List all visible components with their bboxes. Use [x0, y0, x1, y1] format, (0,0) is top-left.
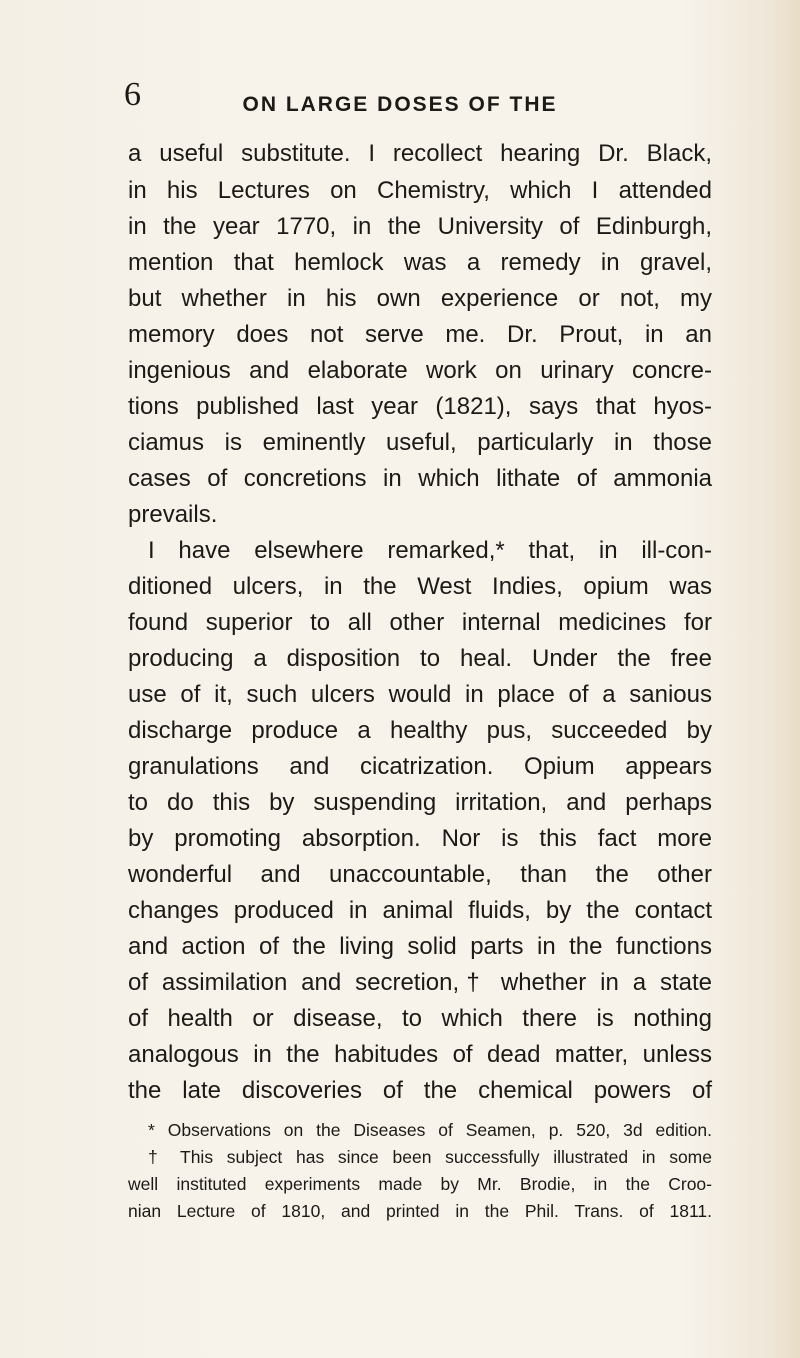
body-line: producing a disposition to heal. Under the free: [128, 645, 712, 672]
body-line: ciamus is eminently useful, particularly in those: [128, 429, 712, 456]
body-line: granulations and cicatrization. Opium appears: [128, 753, 712, 780]
body-line: memory does not serve me. Dr. Prout, in an: [128, 321, 712, 348]
body-line: tions published last year (1821), says that hyos-: [128, 393, 712, 420]
body-line: in the year 1770, in the University of Edinburgh,: [128, 213, 712, 240]
body-line: to do this by suspending irritation, and perhaps: [128, 789, 712, 816]
body-line: the late discoveries of the chemical powers of: [128, 1077, 712, 1104]
body-line: wonderful and unaccountable, than the other: [128, 861, 712, 888]
body-line: ditioned ulcers, in the West Indies, opium was: [128, 573, 712, 600]
body-line: and action of the living solid parts in the functions: [128, 933, 712, 960]
footnote: * Observations on the Diseases of Seamen, p. 520, 3d edition.: [148, 1120, 712, 1140]
body-line: but whether in his own experience or not, my: [128, 285, 712, 312]
footnote: † This subject has since been successfully illustrated in some: [148, 1147, 712, 1167]
page-number: 6: [124, 76, 141, 113]
body-line: found superior to all other internal medicines for: [128, 609, 712, 636]
body-line: by promoting absorption. Nor is this fact more: [128, 825, 712, 852]
body-line: a useful substitute. I recollect hearing Dr. Black,: [128, 140, 712, 167]
body-line: use of it, such ulcers would in place of a sanious: [128, 681, 712, 708]
body-line: discharge produce a healthy pus, succeeded by: [128, 717, 712, 744]
body-line: prevails.: [128, 501, 218, 528]
body-line: cases of concretions in which lithate of ammonia: [128, 465, 712, 492]
footnote: nian Lecture of 1810, and printed in the Phil. Trans. of 1811.: [128, 1201, 712, 1221]
body-line: ingenious and elaborate work on urinary concre-: [128, 357, 712, 384]
running-head: ON LARGE DOSES OF THE: [242, 93, 558, 116]
body-line: in his Lectures on Chemistry, which I attended: [128, 177, 712, 204]
body-line: of health or disease, to which there is nothing: [128, 1005, 712, 1032]
body-line: mention that hemlock was a remedy in gravel,: [128, 249, 712, 276]
body-line: changes produced in animal fluids, by the contact: [128, 897, 712, 924]
body-line: analogous in the habitudes of dead matter, unless: [128, 1041, 712, 1068]
body-line: of assimilation and secretion,† whether in a state: [128, 969, 712, 996]
body-line: I have elsewhere remarked,* that, in ill-con-: [148, 537, 712, 564]
footnote: well instituted experiments made by Mr. Brodie, in the Croo-: [128, 1174, 712, 1194]
